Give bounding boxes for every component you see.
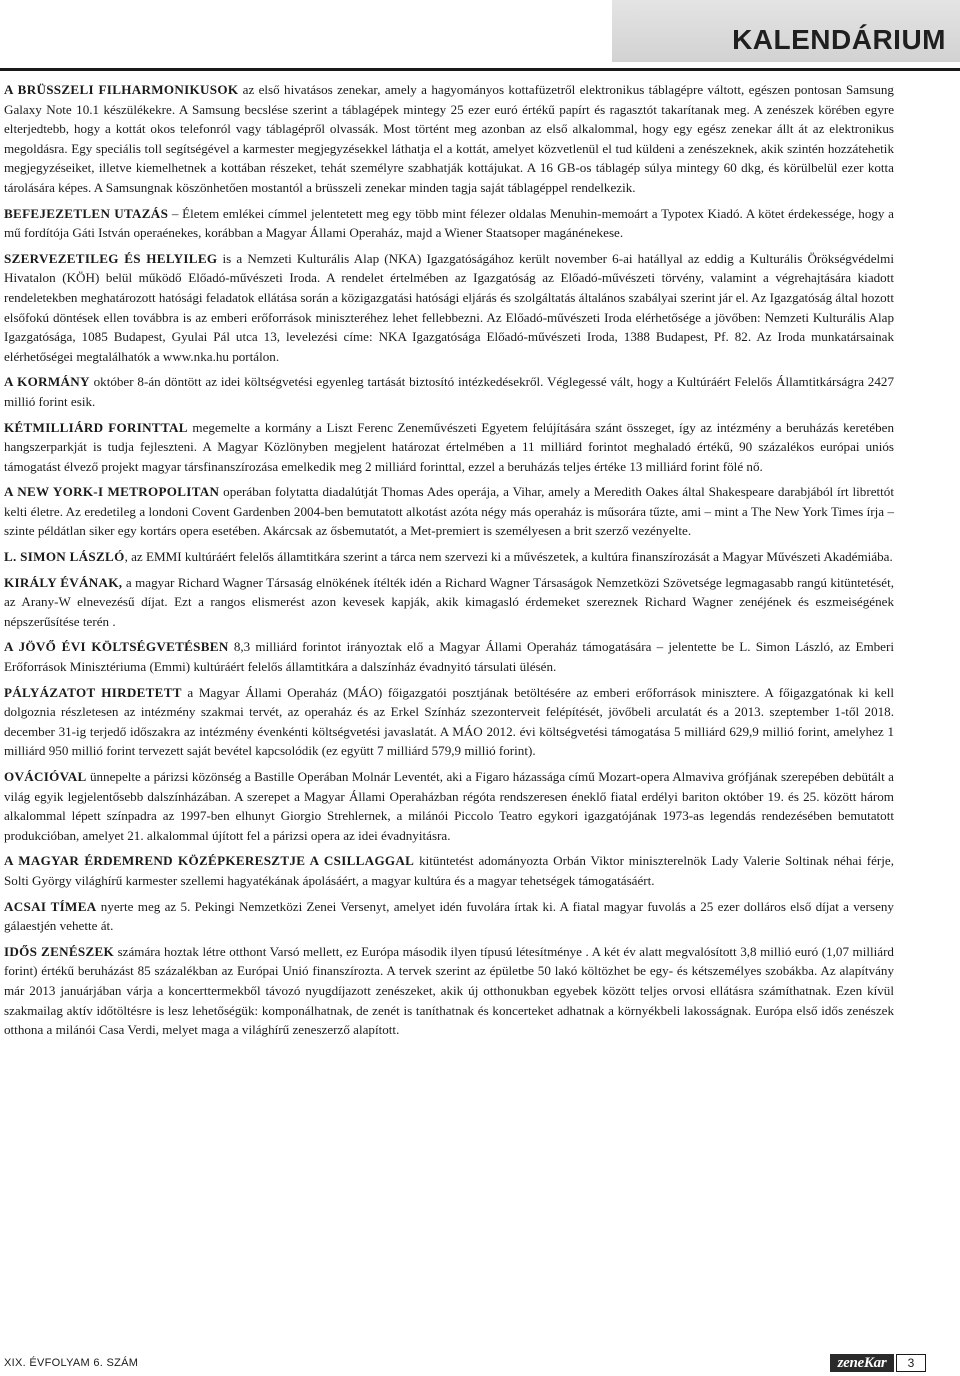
news-item — [4, 767, 894, 845]
section-header — [612, 0, 960, 62]
news-item-text: a Magyar Állami Operaház (MÁO) főigazgatói posztjának betöltésére az emberi erőforrások minisztere. A főigazgatónak ki kell dolgoznia részletesen az intézmény szakmai tervét, az operaház és az Erkel Színház szezonterveit felépítését, jövőbeli arculatát és a 2013. szeptember 1-től 2018. december 31-ig terjedő időszakra az intézmény évenkénti költségvetési javaslatát. A MÁO 2012. évi költségvetési támogatása 5 milliárd 629,9 millió forint, amelyhez 1 milliárd 950 millió forint tervezett saját bevétel kapcsolódik (ez együtt 7 milliárd 579,9 millió forint). — [4, 684, 894, 759]
news-item-lead: PÁLYÁZATOT HIRDETETT — [4, 684, 182, 700]
news-item — [4, 204, 894, 243]
news-item — [4, 637, 894, 676]
news-item — [4, 573, 894, 632]
news-item-lead: A JÖVŐ ÉVI KÖLTSÉGVETÉSBEN — [4, 639, 229, 655]
news-item — [4, 80, 894, 198]
news-item — [4, 851, 894, 890]
header-divider — [0, 68, 960, 71]
news-item — [4, 482, 894, 541]
news-item-text: megemelte a kormány a Liszt Ferenc Zeneművészeti Egyetem felújítására szánt összeget, így az intézmény a beruházás keretében hangszerparkját is tudja fejleszteni. A Magyar Közlönyben megjelent határozat értelmében a 11 milliárd forintot meghaladó értékű, 90 százalékos európai uniós támogatást élvező projekt magyar társfinanszírozása emelkedik meg 2 milliárd forinttal, ezzel a beruházás teljes értéke 13 milliárd forint fölé nő. — [4, 419, 895, 474]
news-item-lead: L. SIMON LÁSZLÓ — [4, 549, 125, 565]
article-column — [4, 80, 894, 1046]
magazine-logo-text: zeneKar — [837, 1354, 887, 1371]
news-item-text: október 8-án döntött az idei költségvetési egyenleg tartását biztosító intézkedésekről. Véglegessé vált, hogy a Kultúráért Felelős Államtitkárságra 2427 millió forint esik. — [4, 374, 894, 409]
news-item-text: , az EMMI kultúráért felelős államtitkára szerint a tárca nem szervezi ki a művészetek, a kultúra finanszírozását a Magyar Művészeti Akadémiába. — [124, 549, 893, 565]
news-item-text: – Életem emlékei címmel jelentetett meg egy több mint félezer oldalas Menuhin-memoárt a Typotex Kiadó. A kötet érdekessége, hogy a mű fordítója Gáti István operaénekes, korábban a Magyar Állami Operaház, majd a Wiener Staatsoper magánénekese. — [4, 205, 894, 241]
news-item-lead: KIRÁLY ÉVÁNAK, — [4, 574, 123, 590]
news-item — [4, 942, 894, 1040]
news-item-text: nyerte meg az 5. Pekingi Nemzetközi Zenei Versenyt, amelyet idén fuvolára írtak ki. A fiatal magyar fuvolás a 25 ezer dolláros első díjat a verseny gálaestjén vehette át. — [4, 898, 894, 934]
news-item — [4, 683, 894, 761]
news-item-lead: BEFEJEZETLEN UTAZÁS — [4, 205, 169, 221]
news-item-text: az első hivatásos zenekar, amely a hagyományos kottafüzetről elektronikus táblagépre váltott, egészen pontosan Samsung Galaxy Note 10.1 készülékekre. A Samsung becslése szerint a táblagépek mintegy 25 ezer euró értékű papírt és ragasztót takarítanak meg. A zenészek körében egyre elterjedtebb, hogy a kottát okos telefonról vagy táblagépről olvassák. Most történt meg azonban az első alkalommal, hogy egy egész zenekar állt át az elektronikus megoldásra. Egy speciális toll segítségével a karmester megjegyzésekkel láthatja el a kottát, amelyet közvetlenül el tud küldeni a zenészeknek, akik szintén hozzátehetik megjegyzéseiket, illetve kiemelhetnek a kottában részeket, tehát személyre szabhatják kottájukat. A 16 GB-os táblagép súlya mintegy 60 dkg, és körülbelül ezer kotta tárolására képes. A Samsungnak köszönhetően mostantól a brüsszeli zenekar minden tagja saját táblagéppel rendelkezik. — [4, 82, 894, 195]
news-item-lead: KÉTMILLIÁRD FORINTTAL — [4, 419, 188, 435]
news-item-lead: A KORMÁNY — [4, 374, 90, 390]
page-number: 3 — [896, 1354, 926, 1372]
news-item — [4, 547, 894, 567]
news-item — [4, 897, 894, 936]
news-item-lead: OVÁCIÓVAL — [4, 769, 87, 784]
magazine-logo — [830, 1354, 894, 1372]
news-item-text: is a Nemzeti Kulturális Alap (NKA) Igazgatóságához került november 6-ai hatállyal az eddig a Kulturális Örökségvédelmi Hivatalon (KÖH) belül működő Előadó-művészeti Iroda. A rendelet értelmében az Igazgatóság az Előadó-művészeti törvény, valamint a végrehajtására kiadott rendeletekben meghatározott hatósági feladatok ellátása során a közigazgatási hatósági eljárás és szolgáltatás általános szabályai szerint jár el. Az Igazgatóság által hozott elsőfokú döntések ellen továbbra is az emberi erőforrások miniszteréhez lehet fellebbezni. Az Előadó-művészeti Iroda elérhetősége a jövőben: Nemzeti Kulturális Alap Igazgatósága, 1085 Budapest, Gyulai Pál utca 13, levelezési címe: NKA Igazgatósága Előadó-művészeti Iroda, 1388 Budapest, Pf. 82. Az Iroda munkatársainak elérhetőségei megtalálhatók a www.nka.hu portálon. — [4, 250, 894, 364]
news-item-lead: ACSAI TÍMEA — [4, 898, 97, 914]
news-item-text: kitüntetést adományozta Orbán Viktor miniszterelnök Lady Valerie Soltinak néhai férje, Solti György világhírű karmester szellemi hagyatékának ápolásáért, a magyar kultúra és a magyar tehetségek támogatásáért. — [4, 853, 894, 888]
news-item — [4, 249, 894, 367]
news-item-text: operában folytatta diadalútját Thomas Ades operája, a Vihar, amely a Meredith Oakes által Shakespeare darabjából írt librettót kelti életre. Az eredetileg a londoni Covent Gardenben 2004-ben bemutatott alkotást azóta négy más operaház is műsorára tűzte, ami – mint a The New York Times írja – szinte példátlan siker egy kortárs opera esetében. Akárcsak az ősbemutatót, a Met-premiert is személyesen a brit szerző vezényelte. — [4, 484, 894, 539]
page-footer — [0, 1352, 960, 1376]
news-item-lead: A MAGYAR ÉRDEMREND KÖZÉPKERESZTJE A CSILLAGGAL — [4, 853, 415, 869]
news-item-text: 8,3 milliárd forintot irányoztak elő a Magyar Állami Operaház támogatására – jelentette be L. Simon László, az Emberi Erőforrások Minisztériuma (Emmi) kultúráért felelős államtitkára a dalszínház évadnyitó társulati ülésén. — [4, 639, 894, 675]
news-item-lead: A BRÜSSZELI FILHARMONIKUSOK — [4, 82, 239, 97]
news-item-text: a magyar Richard Wagner Társaság elnökének ítélték idén a Richard Wagner Társaságok Nemzetközi Szövetsége legmagasabb rangú kitüntetését, az Arany-W elnevezésű díjat. Ezt a rangos elismerést azon kevesek kapják, akik kimagasló érdemeket szereznek Richard Wagner zenéjének és eszmeiségének népszerűsítése terén . — [4, 574, 894, 629]
news-item — [4, 418, 894, 477]
news-item-text: számára hoztak létre otthont Varsó mellett, ez Európa második ilyen típusú létesítménye . A két év alatt megvalósított 3,8 millió euró (1,07 milliárd forint) értékű beruházást 85 százalékban az Európai Unió finanszírozta. A tervek szerint az épületbe 50 lakó költözhet be egy- és kétszemélyes szobákba. Az alapítvány már 2013 januárjában várja a koncerttermekből távozó nyugdíjazott zenészeket, akik új otthonukban egyebek között teljes orvosi ellátásra számíthatnak. Ezen kívül szakmailag aktív időtöltésre is lesz lehetőségük: komponálhatnak, de zenét is taníthatnak és koncerteket adhatnak a környékbeli lakosságnak. Európa első idős zenészek otthona a milánói Casa Verdi, melyet maga a világhírű zeneszerző alapított. — [4, 943, 894, 1038]
news-item-lead: SZERVEZETILEG ÉS HELYILEG — [4, 250, 218, 266]
news-item — [4, 372, 894, 411]
news-item-lead: A NEW YORK-I METROPOLITAN — [4, 484, 220, 500]
issue-label: XIX. ÉVFOLYAM 6. SZÁM — [4, 1357, 139, 1369]
news-item-lead: IDŐS ZENÉSZEK — [4, 943, 115, 959]
section-title: KALENDÁRIUM — [732, 24, 946, 55]
news-item-text: ünnepelte a párizsi közönség a Bastille Operában Molnár Leventét, aki a Figaro házassága című Mozart-opera Almaviva grófjának szerepében debütált a világ egyik legjelentősebb dalszínházában. A szerepet a Magyar Állami Operaházban régóta rendszeresen éneklő fiatal erdélyi bariton október 19. és 25. között három alkalommal lépett színpadra az 1997-ben elhunyt Giorgio Strehlernek, a milánói Piccolo Teatro egykori igazgatójának 1973-as legendás rendezésében bemutatott produkcióban, amelyet 21. alkalommal újított fel a párizsi opera az idei évadnyitásra. — [4, 769, 894, 843]
